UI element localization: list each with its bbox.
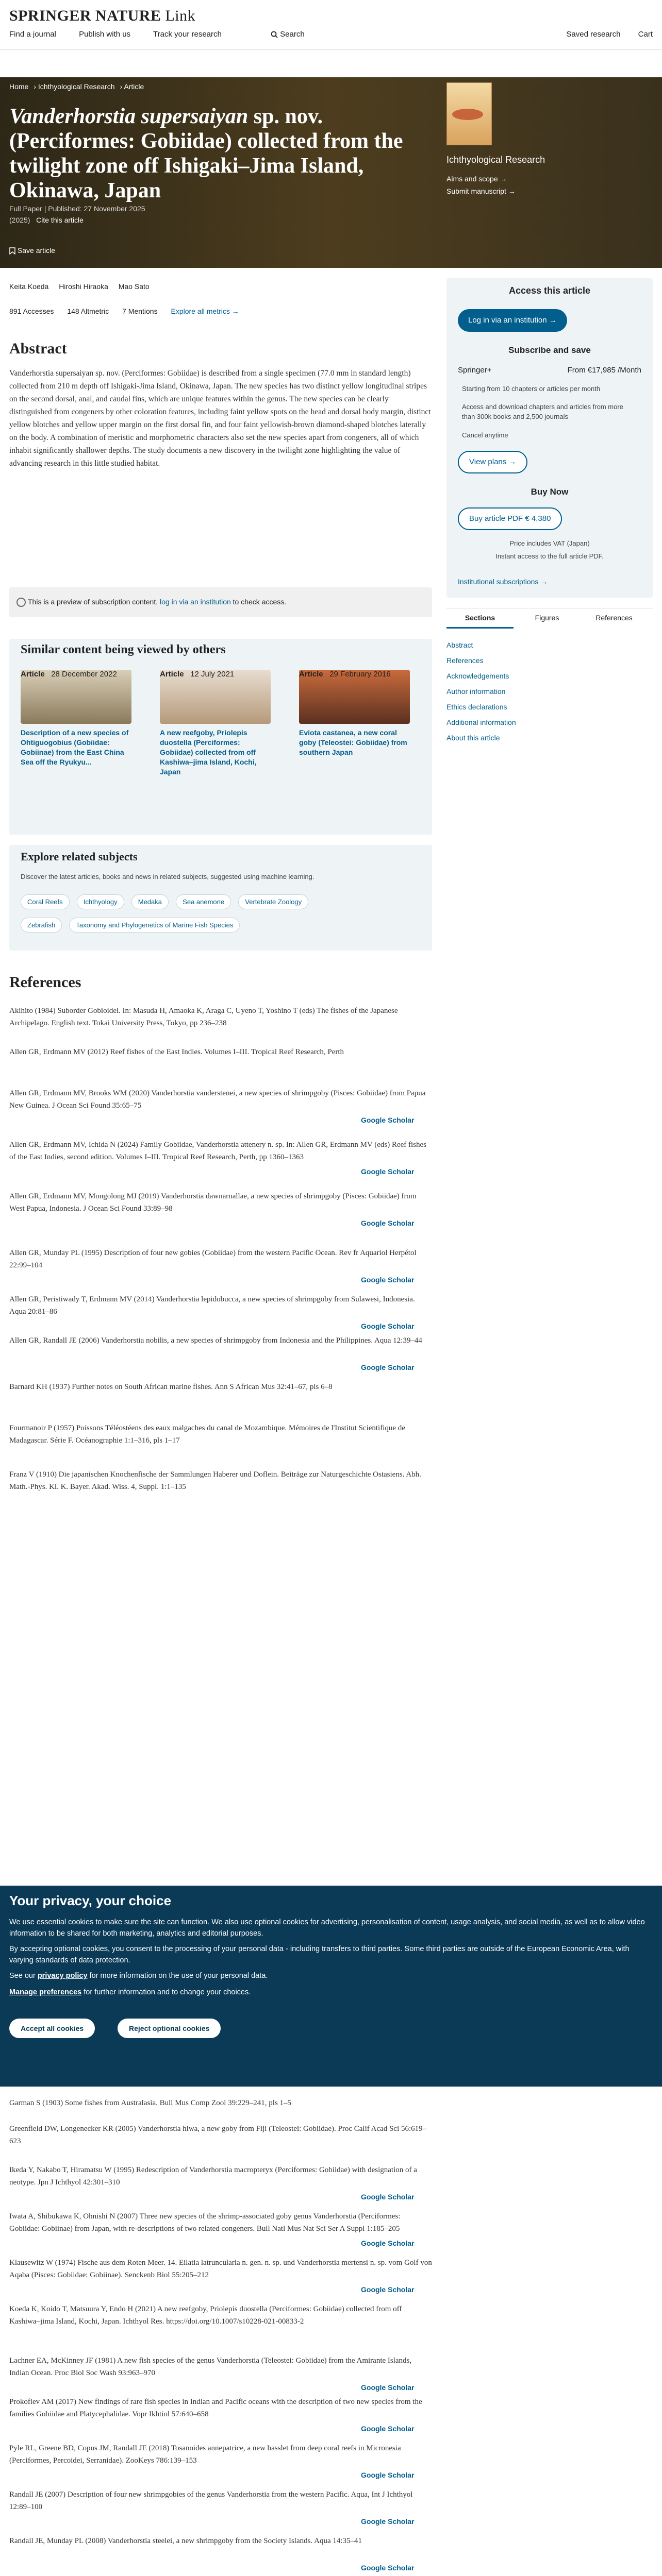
- similar-card[interactable]: [21, 670, 131, 767]
- altmetric-count: 148 Altmetric: [67, 307, 109, 315]
- tab-sections[interactable]: Sections: [446, 608, 514, 629]
- reference-item: Allen GR, Randall JE (2006) Vanderhorstia nobilis, a new species of shrimpgoby from Indonesia and the Philippines. Aqua 12:39–44: [9, 1336, 422, 1345]
- reference-item: Akihito (1984) Suborder Gobioidei. In: Masuda H, Amaoka K, Araga C, Uyeno T, Yoshino T (eds) The fishes of the Japanese Archipelago. English text. Tokai University Press, Tokyo, pp 236–238: [9, 1007, 398, 1027]
- cookie-privacy-line: See our privacy policy for more information on the use of your personal data.: [9, 1972, 268, 1980]
- plan-bullet: Cancel anytime: [462, 431, 508, 439]
- similar-content: [9, 639, 432, 835]
- google-scholar-link[interactable]: Google Scholar: [361, 2471, 415, 2479]
- plan-row[interactable]: [458, 366, 641, 375]
- manage-preferences-link[interactable]: Manage preferences: [9, 1988, 82, 1996]
- reference-item: Allen GR, Erdmann MV, Ichida N (2024) Family Gobiidae, Vanderhorstia attenery n. sp. In: Allen GR, Erdmann MV (eds) Reef fishes of the East Indies, second edition. Volumes I–III. Tropical Reef Research, Perth, pp 1360–1363: [9, 1141, 427, 1161]
- google-scholar-link[interactable]: Google Scholar: [361, 1322, 415, 1330]
- tab-references[interactable]: References: [595, 614, 633, 622]
- card-title[interactable]: Description of a new species of Ohtiguogobius (Gobiidae: Gobiinae) from the East China Sea off the Ryukyu...: [21, 728, 129, 766]
- explore-metrics-link[interactable]: Explore all metrics →: [171, 307, 239, 315]
- buy-heading: Buy Now: [531, 487, 569, 497]
- google-scholar-link[interactable]: Google Scholar: [361, 2425, 415, 2433]
- access-sidebar: [446, 278, 653, 598]
- breadcrumb-home[interactable]: Home: [9, 82, 29, 91]
- article-hero: [0, 77, 662, 268]
- reference-item: Ikeda Y, Nakabo T, Hiramatsu W (1995) Redescription of Vanderhorstia macropteryx (Perciformes: Gobiidae) with designation of a neotype. Jpn J Ichthyol 42:301–310: [9, 2166, 417, 2187]
- journal-name[interactable]: Ichthyological Research: [446, 155, 545, 165]
- card-title[interactable]: Eviota castanea, a new coral goby (Teleostei: Gobiidae) from southern Japan: [299, 728, 407, 756]
- section-list: [446, 637, 516, 745]
- google-scholar-link[interactable]: Google Scholar: [361, 1363, 415, 1371]
- tab-figures[interactable]: Figures: [535, 614, 559, 622]
- submit-manuscript-link[interactable]: Submit manuscript →: [446, 187, 516, 195]
- reference-item: Allen GR, Peristiwady T, Erdmann MV (2014) Vanderhorstia lepidobucca, a new species of shrimpgoby from Sulawesi, Indonesia. Aqua 20:81–86: [9, 1295, 415, 1316]
- explore-heading: Explore related subjects: [21, 850, 138, 863]
- author-link[interactable]: Hiroshi Hiraoka: [59, 282, 108, 291]
- lock-icon: [16, 598, 26, 607]
- cookie-text: By accepting optional cookies, you consent to the processing of your personal data - including transfers to third parties. Some third parties are outside of the European Economic Area, with varying standards of data protection.: [9, 1945, 630, 1964]
- card-meta: Article 12 July 2021: [160, 670, 235, 679]
- reference-item: Garman S (1903) Some fishes from Australasia. Bull Mus Comp Zool 39:229–241, pls 1–5: [9, 2099, 292, 2107]
- article-type: Full Paper: [9, 205, 42, 213]
- google-scholar-link[interactable]: Google Scholar: [361, 1167, 415, 1176]
- google-scholar-link[interactable]: Google Scholar: [361, 1276, 415, 1284]
- article-meta: Full Paper | Published: 27 November 2025 (2025) Cite this article: [9, 205, 145, 224]
- reference-item: Randall JE, Munday PL (2008) Vanderhorstia steelei, a new shrimpgoby from the Society Islands. Aqua 14:35–41: [9, 2537, 362, 2545]
- buy-pdf-button[interactable]: Buy article PDF € 4,380: [458, 507, 562, 530]
- accesses-count: 891 Accesses: [9, 307, 54, 315]
- header-right: [551, 30, 653, 39]
- explore-subjects: [9, 845, 432, 951]
- cite-link[interactable]: Cite this article: [36, 216, 84, 224]
- cookie-banner: [0, 1886, 662, 2087]
- section-link[interactable]: Author information: [446, 687, 506, 696]
- search-icon: [271, 31, 278, 38]
- google-scholar-link[interactable]: Google Scholar: [361, 2517, 415, 2526]
- bookmark-icon: [9, 247, 15, 255]
- nav-track-research[interactable]: Track your research: [153, 30, 222, 39]
- journal-links: [446, 173, 516, 197]
- similar-card[interactable]: [299, 670, 410, 757]
- google-scholar-link[interactable]: Google Scholar: [361, 1219, 415, 1227]
- cookie-manage-line: Manage preferences for further information and to change your choices.: [9, 1988, 251, 1996]
- subject-chip[interactable]: Sea anemone: [176, 894, 231, 909]
- cookie-text: We use essential cookies to make sure the site can function. We also use optional cookies for advertising, personalisation of content, usage analysis, and social media, as well as to allow video information to be shared for both marketing, analytics and editorial purposes.: [9, 1918, 645, 1938]
- article-title: Vanderhorstia supersaiyan sp. nov. (Perciformes: Gobiidae) collected from the twilight zone off Ishigaki–Jima Island, Okinawa, Japan: [9, 105, 403, 202]
- institution-login-link[interactable]: log in via an institution: [160, 598, 231, 606]
- section-link[interactable]: Ethics declarations: [446, 703, 507, 711]
- card-meta: Article 29 February 2016: [299, 670, 391, 679]
- similar-heading: Similar content being viewed by others: [21, 643, 226, 656]
- reference-item: Greenfield DW, Longenecker KR (2005) Vanderhorstia hiwa, a new goby from Fiji (Teleostei: Gobiidae). Proc Calif Acad Sci 56:619–623: [9, 2125, 427, 2145]
- reference-item: Randall JE (2007) Description of four new shrimpgobies of the genus Vanderhorstia from the western Pacific. Aqua, Int J Ichthyol 12:89–100: [9, 2490, 413, 2511]
- reference-item: Allen GR, Erdmann MV, Brooks WM (2020) Vanderhorstia vanderstenei, a new species of shrimpgoby (Pisces: Gobiidae) from Papua New Guinea. J Ocean Sci Found 35:65–75: [9, 1089, 426, 1110]
- plan-name: Springer+: [458, 366, 492, 375]
- reference-item: Barnard KH (1937) Further notes on South African marine fishes. Ann S African Mus 32:41–67, pls 6–8: [9, 1383, 333, 1391]
- section-link[interactable]: Acknowledgements: [446, 672, 509, 680]
- top-nav: [9, 30, 242, 39]
- google-scholar-link[interactable]: Google Scholar: [361, 2239, 415, 2247]
- view-plans-button[interactable]: View plans →: [458, 451, 527, 473]
- preview-text: This is a preview of subscription content,: [28, 598, 158, 606]
- springer-logo[interactable]: SPRINGER NATURE Link: [9, 7, 196, 24]
- subscribe-heading: Subscribe and save: [508, 345, 591, 355]
- subject-chip[interactable]: Taxonomy and Phylogenetics of Marine Fish Species: [69, 918, 240, 933]
- accept-cookies-button[interactable]: Accept all cookies: [9, 2019, 95, 2038]
- abstract-heading: Abstract: [9, 340, 67, 357]
- author-list: [9, 282, 158, 291]
- reference-item: Allen GR, Erdmann MV (2012) Reef fishes of the East Indies. Volumes I–III. Tropical Reef Research, Perth: [9, 1048, 344, 1056]
- subject-chip[interactable]: Ichthyology: [77, 894, 124, 909]
- reference-item: Koeda K, Koido T, Matsuura Y, Endo H (2021) A new reefgoby, Priolepis duostella (Perciformes: Gobiidae) collected from off Kashiwa–jima Island, Kochi, Japan. Ichthyol Res. https://doi.org/10.1007/s10228-021-00833-2: [9, 2305, 402, 2326]
- author-link[interactable]: Keita Koeda: [9, 282, 49, 291]
- plan-bullet: Access and download chapters and articles from more than 300k books and 2,500 journals: [462, 403, 623, 420]
- search-label: Search: [280, 30, 305, 39]
- plan-bullet: Starting from 10 chapters or articles per month: [462, 385, 601, 393]
- plan-price: From €17,985 /Month: [567, 366, 641, 375]
- site-header: [0, 0, 662, 50]
- reference-item: Lachner EA, McKinney JF (1981) A new fish species of the genus Vanderhorstia (Teleostei: Gobiidae) from the Amirante Islands, Indian Ocean. Proc Biol Soc Wash 93:963–970: [9, 2357, 412, 2377]
- access-heading: Access this article: [508, 285, 591, 296]
- section-link[interactable]: Abstract: [446, 641, 473, 649]
- publish-date: Published: 27 November 2025: [48, 205, 145, 213]
- breadcrumb-article: Article: [124, 82, 144, 91]
- preview-tail: to check access.: [233, 598, 287, 606]
- explore-sub: Discover the latest articles, books and news in related subjects, suggested using machine learning.: [21, 873, 315, 880]
- save-article-button[interactable]: [9, 246, 55, 255]
- similar-card[interactable]: [160, 670, 271, 777]
- card-meta: Article 28 December 2022: [21, 670, 117, 679]
- reference-item: Allen GR, Erdmann MV, Mongolong MJ (2019) Vanderhorstia dawnarnallae, a new species of shrimpgoby (Pisces: Gobiidae) from West Papua, Indonesia. J Ocean Sci Found 33:89–98: [9, 1192, 417, 1213]
- search-link[interactable]: [271, 30, 305, 39]
- cover-fish-image: [452, 109, 483, 120]
- vat-note: Price includes VAT (Japan): [509, 539, 590, 547]
- institutional-subs-link[interactable]: Institutional subscriptions →: [458, 578, 548, 586]
- section-link[interactable]: About this article: [446, 734, 500, 742]
- subject-chips: [21, 894, 423, 941]
- subject-chip[interactable]: Coral Reefs: [21, 894, 70, 909]
- journal-cover[interactable]: [446, 82, 492, 145]
- aims-scope-link[interactable]: Aims and scope →: [446, 175, 507, 183]
- section-link[interactable]: References: [446, 656, 484, 665]
- reference-item: Iwata A, Shibukawa K, Ohnishi N (2007) Three new species of the shrimp-associated goby genus Vanderhorstia (Perciformes: Gobiidae: Gobiinae) from Japan, with re-descriptions of two related congeners. Bull Natl Mus Nat Sci Ser A Suppl 1:185–205: [9, 2212, 401, 2233]
- reference-item: Prokofiev AM (2017) New findings of rare fish species in Indian and Pacific oceans with the description of two new species from the families Gobiidae and Platycephalidae. Vopr Ikhtiol 57:640–658: [9, 2398, 422, 2418]
- google-scholar-link[interactable]: Google Scholar: [361, 2193, 415, 2201]
- references-heading: References: [9, 974, 81, 991]
- google-scholar-link[interactable]: Google Scholar: [361, 2285, 415, 2294]
- access-box: [446, 278, 653, 598]
- subject-chip[interactable]: Zebrafish: [21, 918, 62, 933]
- instant-access-note: Instant access to the full article PDF.: [495, 552, 604, 560]
- section-link[interactable]: Additional information: [446, 718, 516, 726]
- saved-research-link[interactable]: Saved research: [566, 30, 621, 39]
- save-label: Save article: [17, 246, 56, 255]
- preview-notice: [9, 587, 432, 617]
- article-year: (2025): [9, 216, 30, 224]
- abstract-text: Vanderhorstia supersaiyan sp. nov. (Perciformes: Gobiidae) is described from a single specimen (77.0 mm in standard length) collected from 210 m depth off Ishigaki-Jima Island, Okinawa, Japan. The new species has two distinct yellow longitudinal stripes on the second dorsal, anal, and caudal fins, which are unique features within the genus. The new species can be clearly distinguished from congeners by other coloration features, including faint yellow spots on the head and dorsal body margin, distinct yellow blotches and yellow upper margin on the first dorsal fin, and four faint yellowish-brown diamond-shaped blotches laterally on the body. A combination of meristic and morphometric characters also set the new species apart from congeners, all of which inhabit significantly shallower depths. The study documents a new discovery in the twilight zone highlighting the value of advancing research in this little studied habitat.: [9, 369, 431, 468]
- reference-item: Fourmanoir P (1957) Poissons Téléostéens des eaux malgaches du canal de Mozambique. Mémoires de l'Institut Scientifique de Madagascar. Série F. Océanographie 1:1–316, pls 1–17: [9, 1424, 405, 1445]
- section-tabs: [446, 608, 653, 629]
- google-scholar-link[interactable]: Google Scholar: [361, 1116, 415, 1124]
- google-scholar-link[interactable]: Google Scholar: [361, 2383, 415, 2392]
- subject-chip[interactable]: Vertebrate Zoology: [238, 894, 308, 909]
- article-metrics: [9, 307, 251, 315]
- institution-login-button[interactable]: Log in via an institution →: [458, 309, 567, 332]
- privacy-policy-link[interactable]: privacy policy: [37, 1972, 88, 1980]
- nav-publish[interactable]: Publish with us: [79, 30, 131, 39]
- reference-item: Allen GR, Munday PL (1995) Description of four new gobies (Gobiidae) from the western Pacific Ocean. Rev fr Aquariol Herpétol 22:99–104: [9, 1249, 417, 1269]
- reference-item: Pyle RL, Greene BD, Copus JM, Randall JE (2018) Tosanoides annepatrice, a new basslet from deep coral reefs in Micronesia (Perciformes, Percoidei, Serranidae). ZooKeys 786:139–153: [9, 2444, 401, 2465]
- breadcrumb: Home › Ichthyological Research › Article: [9, 82, 144, 91]
- google-scholar-link[interactable]: Google Scholar: [361, 2564, 415, 2572]
- nav-find-journal[interactable]: Find a journal: [9, 30, 56, 39]
- cookie-heading: Your privacy, your choice: [9, 1893, 172, 1908]
- subject-chip[interactable]: Medaka: [131, 894, 169, 909]
- reject-cookies-button[interactable]: Reject optional cookies: [118, 2019, 221, 2038]
- cart-link[interactable]: Cart: [638, 30, 653, 39]
- author-link[interactable]: Mao Sato: [118, 282, 150, 291]
- reference-item: Franz V (1910) Die japanischen Knochenfische der Sammlungen Haberer und Doflein. Beiträge zur Naturgeschichte Ostasiens. Abh. Math.-Phys. Kl. K. Bayer. Akad. Wiss. 4, Suppl. 1:1–135: [9, 1470, 421, 1491]
- reference-item: Klausewitz W (1974) Fische aus dem Roten Meer. 14. Eilatia latruncularia n. gen. n. sp. und Vanderhorstia mertensi n. sp. vom Golf von Aqaba (Pisces: Gobiidae: Gobiinae). Senckenb Biol 55:205–212: [9, 2259, 432, 2279]
- breadcrumb-journal[interactable]: Ichthyological Research: [38, 82, 115, 91]
- card-title[interactable]: A new reefgoby, Priolepis duostella (Perciformes: Gobiidae) collected from off Kashiwa–jima Island, Kochi, Japan: [160, 728, 257, 776]
- mentions-count: 7 Mentions: [122, 307, 158, 315]
- sections-panel: [446, 608, 653, 892]
